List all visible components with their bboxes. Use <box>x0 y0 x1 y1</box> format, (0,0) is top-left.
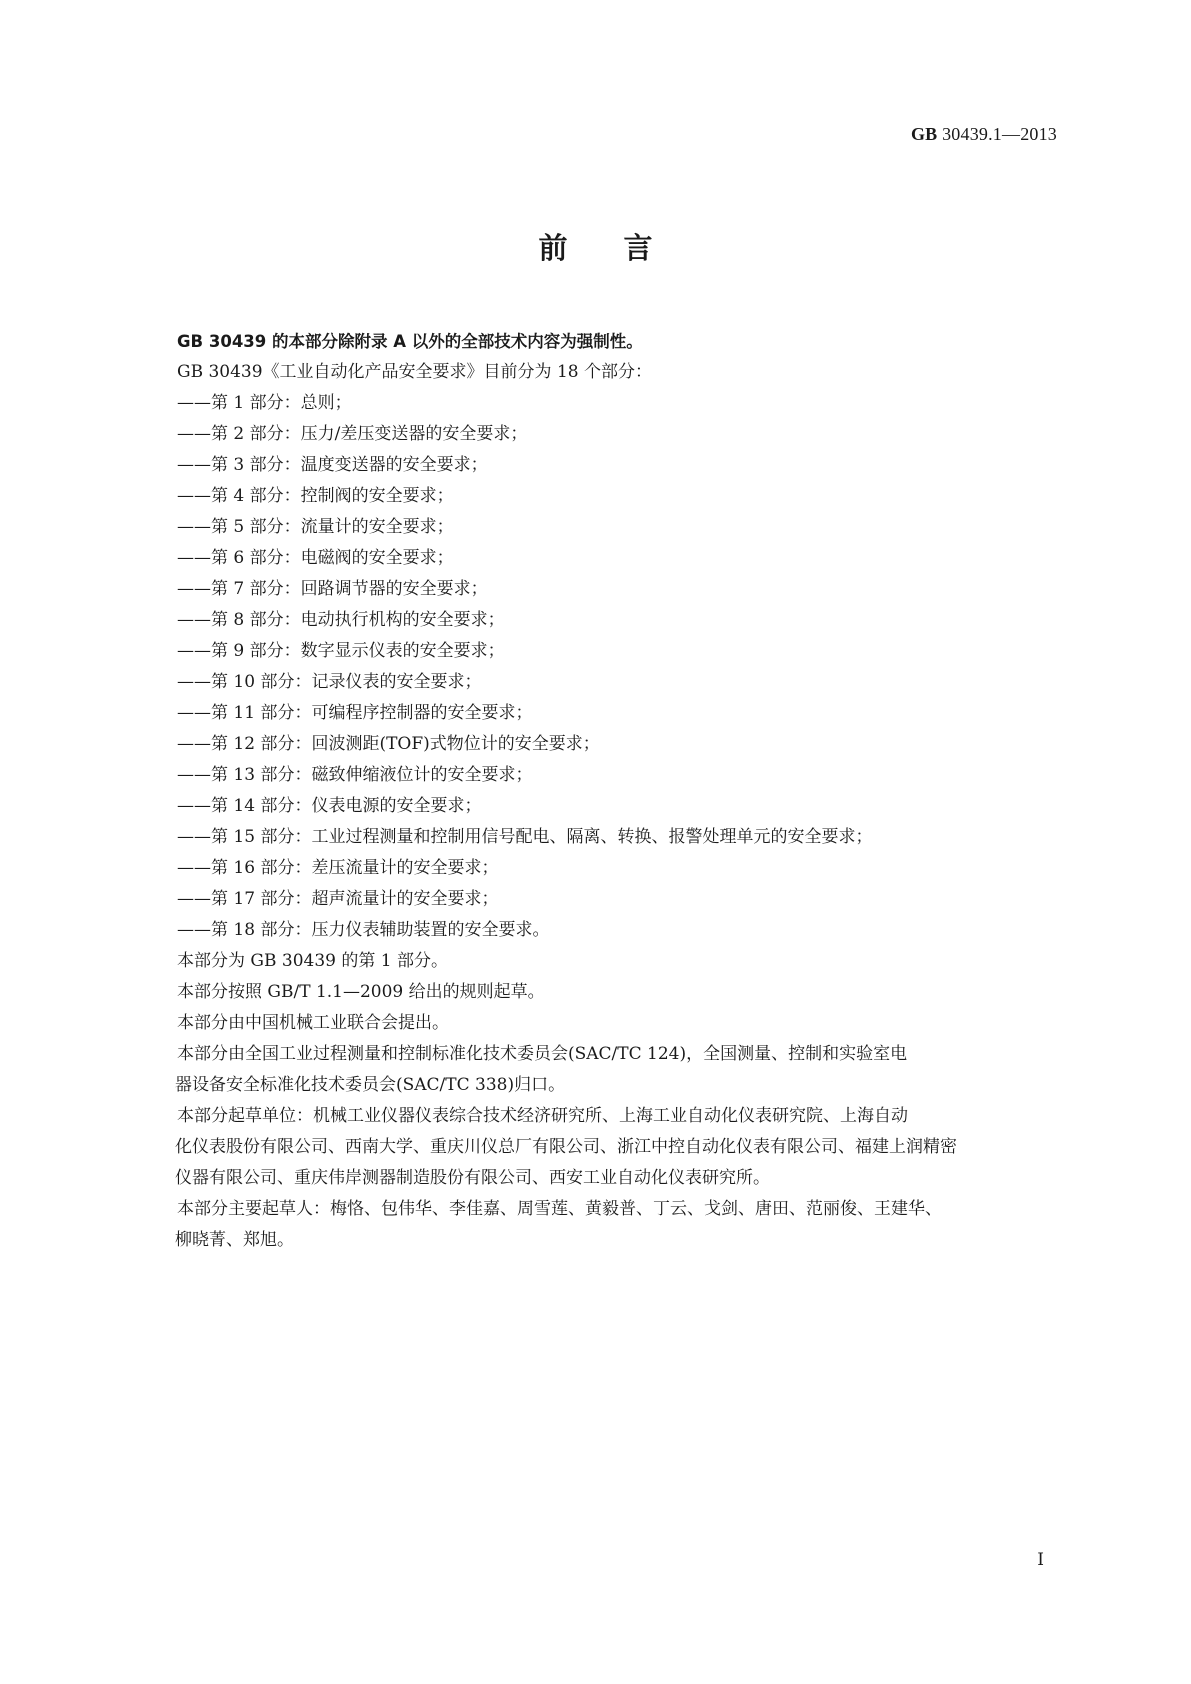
drafters-line: 柳晓菁、郑旭。 <box>175 1230 294 1250</box>
standard-code-header <box>911 124 1057 145</box>
drafting-units-line: 仪器有限公司、重庆伟岸测器制造股份有限公司、西安工业自动化仪表研究所。 <box>175 1168 770 1188</box>
drafters-line: 本部分主要起草人：梅恪、包伟华、李佳嘉、周雪莲、黄毅普、丁云、戈剑、唐田、范丽俊、王建华、 <box>177 1199 942 1219</box>
part-list-item: ——第 17 部分：超声流量计的安全要求； <box>177 889 499 909</box>
part-of-paragraph: 本部分为 GB 30439 的第 1 部分。 <box>177 951 448 971</box>
part-list-item: ——第 7 部分：回路调节器的安全要求； <box>177 579 488 599</box>
centralized-line: 器设备安全标准化技术委员会(SAC/TC 338)归口。 <box>175 1075 566 1095</box>
part-list-item: ——第 12 部分：回波测距(TOF)式物位计的安全要求； <box>177 734 600 754</box>
part-list-item: ——第 13 部分：磁致伸缩液位计的安全要求； <box>177 765 533 785</box>
foreword-body <box>177 326 1064 1256</box>
drafters-paragraph <box>177 1194 1064 1256</box>
standard-code-number: 30439.1—2013 <box>942 124 1057 144</box>
standard-code-prefix: GB <box>910 124 938 144</box>
part-list-item: ——第 9 部分：数字显示仪表的安全要求； <box>177 641 505 661</box>
part-list-item: ——第 1 部分：总则； <box>177 393 352 413</box>
drafting-units-line: 本部分起草单位：机械工业仪器仪表综合技术经济研究所、上海工业自动化仪表研究院、上海自动 <box>177 1106 908 1126</box>
part-list-item: ——第 14 部分：仪表电源的安全要求； <box>177 796 482 816</box>
part-list-item: ——第 18 部分：压力仪表辅助装置的安全要求。 <box>177 920 550 940</box>
centralized-line: 本部分由全国工业过程测量和控制标准化技术委员会(SAC/TC 124)，全国测量、控制和实验室电 <box>177 1044 908 1064</box>
page-title: 前言 <box>538 231 709 265</box>
drafting-rules-paragraph: 本部分按照 GB/T 1.1—2009 给出的规则起草。 <box>177 982 545 1002</box>
part-list-item: ——第 6 部分：电磁阀的安全要求； <box>177 548 454 568</box>
proposer-paragraph: 本部分由中国机械工业联合会提出。 <box>177 1013 449 1033</box>
part-list-item: ——第 4 部分：控制阀的安全要求； <box>177 486 454 506</box>
mandatory-statement: GB 30439 的本部分除附录 A 以外的全部技术内容为强制性。 <box>177 332 643 351</box>
part-list-item: ——第 5 部分：流量计的安全要求； <box>177 517 454 537</box>
part-list-item: ——第 16 部分：差压流量计的安全要求； <box>177 858 499 878</box>
drafting-units-paragraph <box>177 1101 1064 1194</box>
intro-paragraph: GB 30439《工业自动化产品安全要求》目前分为 18 个部分： <box>177 362 652 382</box>
page-number: I <box>1037 1550 1044 1570</box>
part-list-item: ——第 8 部分：电动执行机构的安全要求； <box>177 610 505 630</box>
part-list-item: ——第 3 部分：温度变送器的安全要求； <box>177 455 488 475</box>
drafting-units-line: 化仪表股份有限公司、西南大学、重庆川仪总厂有限公司、浙江中控自动化仪表有限公司、福建上润精密 <box>175 1137 957 1157</box>
part-list-item: ——第 11 部分：可编程序控制器的安全要求； <box>177 703 533 723</box>
part-list-item: ——第 10 部分：记录仪表的安全要求； <box>177 672 482 692</box>
centralized-paragraph <box>177 1039 1064 1101</box>
part-list-item: ——第 15 部分：工业过程测量和控制用信号配电、隔离、转换、报警处理单元的安全要求； <box>177 827 873 847</box>
part-list-item: ——第 2 部分：压力/差压变送器的安全要求； <box>177 424 528 444</box>
